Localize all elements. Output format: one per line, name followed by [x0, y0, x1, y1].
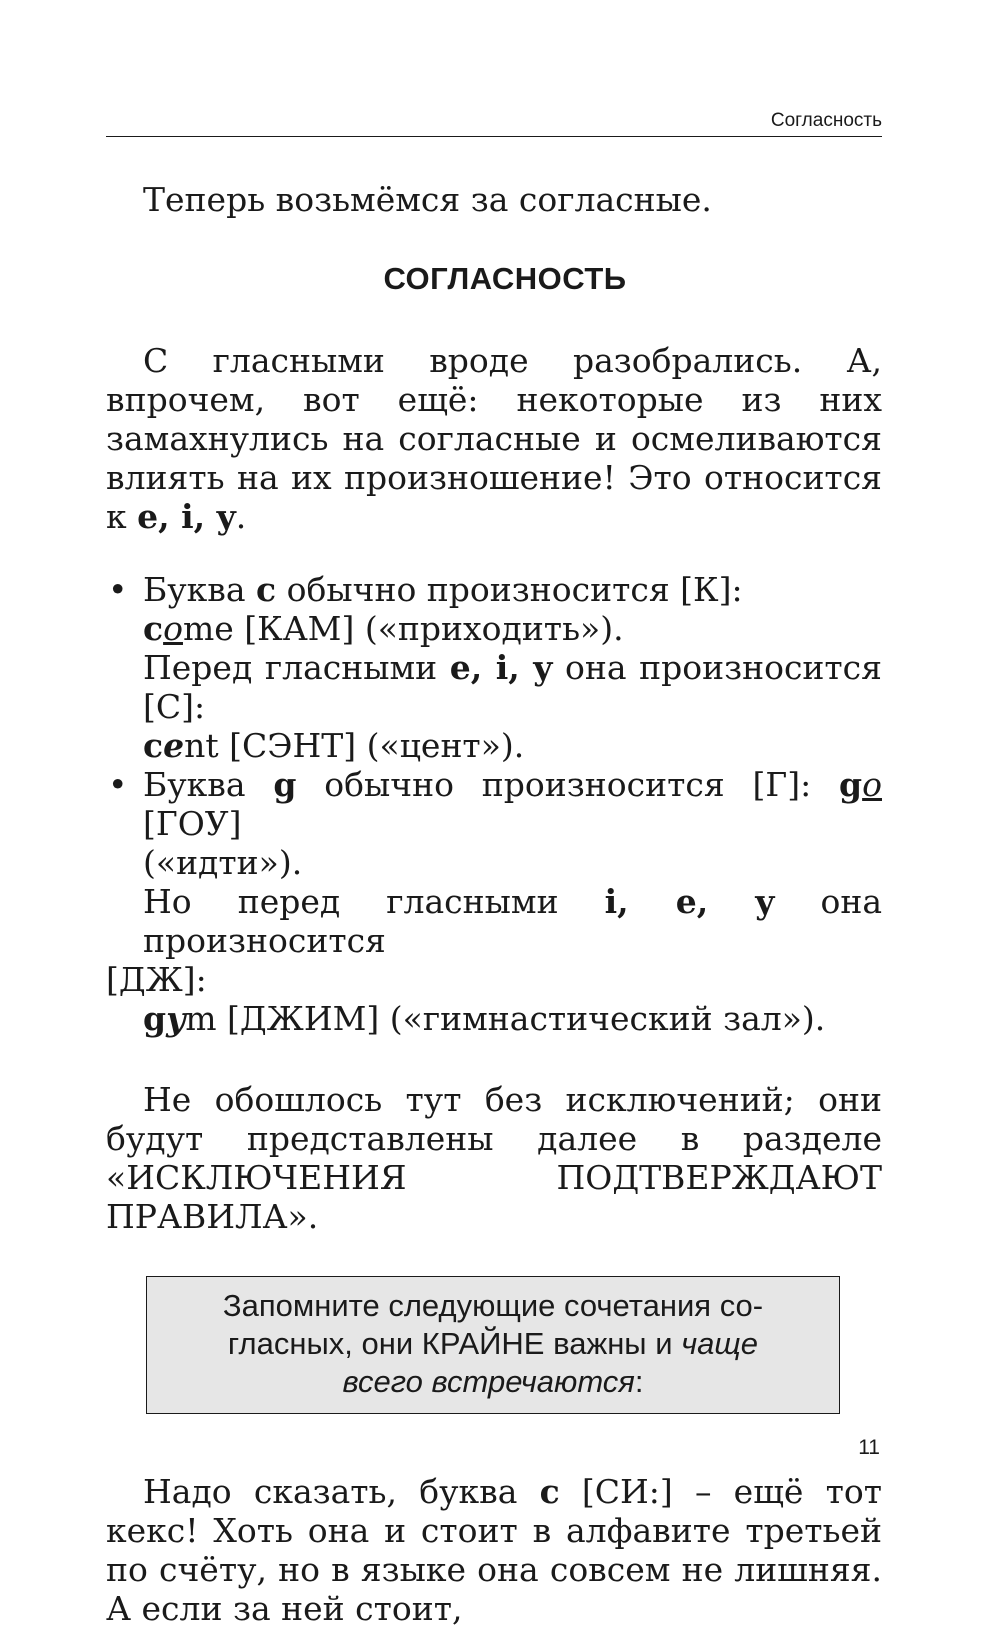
running-header: Согласность: [770, 110, 882, 131]
intro-line: Теперь возьмёмся за согласные.: [143, 180, 712, 219]
paragraph-text: С гласными вроде разобрались. А, впрочем, вот ещё: некоторые из них замахнулись на согласные и осмеливаются влиять на их произношение! Это относится к: [106, 341, 882, 536]
paragraph-end: .: [235, 497, 247, 536]
rule-c-before-vowels: Перед гласными e, i, y она произносится [С]:: [143, 648, 882, 726]
rule-g-before-vowels: Но перед гласными i, e, y она произносится: [143, 882, 882, 960]
rule-g-translation: («идти»).: [143, 843, 303, 882]
note-box: [146, 1276, 840, 1414]
rules-list: [106, 570, 882, 1038]
rule-letter-g: [106, 765, 882, 1038]
rule-letter-c: [106, 570, 882, 765]
rule-c-example-2: cent [СЭНТ] («цент»).: [143, 726, 525, 765]
note-line-3: всего встречаются:: [342, 1364, 644, 1399]
note-line-1: Запомните следующие сочетания со-: [222, 1288, 764, 1323]
vowel-letters: e, i, y: [137, 497, 236, 536]
section-title: СОГЛАСНОСТЬ: [383, 261, 627, 296]
paragraph-vowels-affect-consonants: [106, 341, 882, 536]
rule-c-example-1: come [КАМ] («приходить»).: [143, 609, 624, 648]
header-divider: [106, 136, 882, 137]
rule-g-example-2: gym [ДЖИМ] («гимнастический зал»).: [143, 999, 826, 1038]
exceptions-paragraph: Не обошлось тут без исключений; они будут представлены далее в разделе «ИСКЛЮЧЕНИЯ ПОДТВЕРЖДАЮТ ПРАВИЛА».: [106, 1080, 882, 1236]
note-line-2: гласных, они КРАЙНЕ важны и чаще: [227, 1326, 759, 1361]
rule-g-sound: [ДЖ]:: [106, 960, 207, 999]
page-number: 11: [858, 1436, 880, 1459]
bullet-icon: •: [108, 570, 128, 609]
rule-g-statement: Буква g обычно произносится [Г]: go [ГОУ]: [143, 765, 882, 843]
rule-c-statement: Буква c обычно произносится [К]:: [143, 570, 743, 609]
page-content: [106, 180, 882, 1628]
bullet-icon: •: [108, 765, 128, 804]
final-paragraph: Надо сказать, буква c [СИ:] – ещё тот кекс! Хоть она и стоит в алфавите третьей по счёту, но в языке она совсем не лишняя. А если за ней стоит,: [106, 1472, 882, 1628]
